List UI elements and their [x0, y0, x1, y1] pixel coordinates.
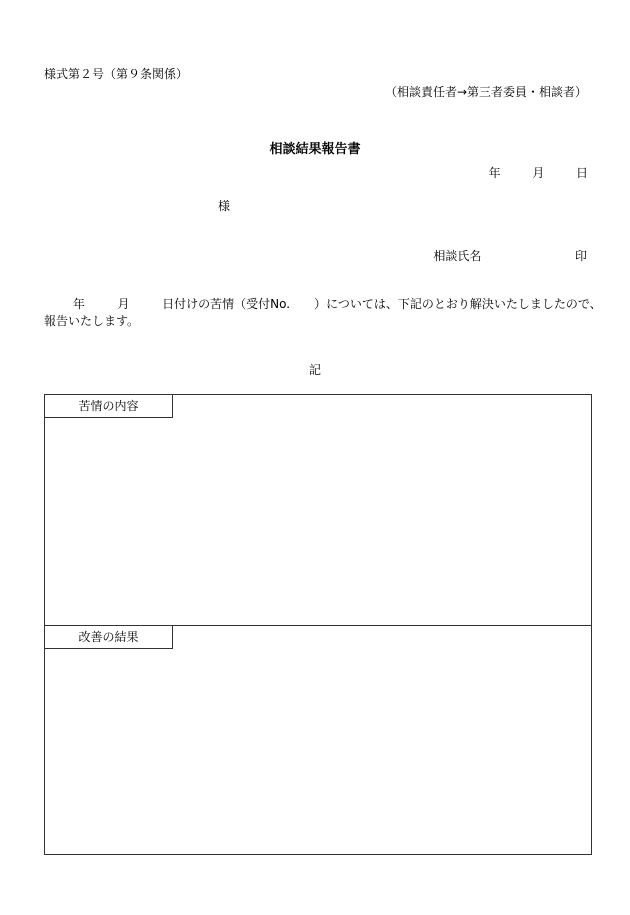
complaint-section-label: 苦情の内容	[45, 395, 173, 418]
body-text: 日付けの苦情（受付No. ）については、下記のとおり解決いたしましたので、	[162, 297, 602, 311]
date-month-label: 月	[532, 166, 545, 180]
seal-mark: 印	[574, 249, 587, 263]
body-month-label: 月	[117, 297, 130, 311]
result-content-area[interactable]	[45, 649, 591, 854]
body-text-line-2: 報告いたします。	[44, 314, 140, 328]
body-text-line-1	[44, 297, 602, 311]
date-line	[489, 166, 588, 180]
body-year-label: 年	[72, 297, 85, 311]
form-number: 様式第２号（第９条関係）	[44, 67, 189, 81]
routing-note: （相談責任者→第三者委員・相談者）	[384, 85, 587, 99]
signature-label: 相談氏名	[433, 249, 482, 263]
ki-label: 記	[308, 363, 321, 377]
result-section-label: 改善の結果	[45, 626, 173, 649]
addressee-suffix: 様	[218, 199, 231, 213]
result-section	[44, 625, 592, 855]
complaint-content-area[interactable]	[45, 418, 591, 625]
signature-line	[433, 249, 587, 263]
document-title: 相談結果報告書	[269, 142, 361, 157]
complaint-section	[44, 394, 592, 626]
date-year-label: 年	[488, 166, 501, 180]
date-day-label: 日	[575, 166, 588, 180]
